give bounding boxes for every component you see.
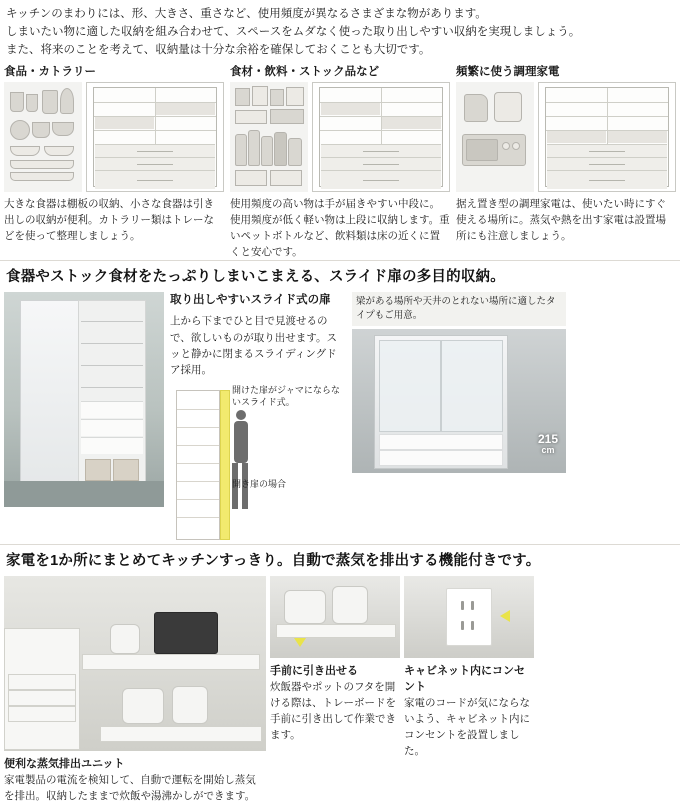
drawer [81,437,143,454]
shelf-line [177,427,219,428]
cabinet-diagram-tableware [86,82,224,192]
shelf-line [177,517,219,518]
tray-icon [10,160,74,169]
lantern-decor [110,624,140,654]
feature-inner-outlet [404,576,534,805]
shelf-content [608,131,667,143]
shelf-line [546,116,668,117]
left-arrow-icon [500,610,510,622]
outlet-slot [471,621,474,630]
pet-bottle-icon [235,170,267,186]
shelf-line [177,445,219,446]
feature-title: 便利な蒸気排出ユニット [4,758,125,771]
can-icon [235,88,250,106]
rice-cooker-appliance [122,688,164,724]
slide-door-body: 上から下までひと目で見渡せるので、欲しいものが取り出せます。スッと静かに閉まるスライディングドア採用。 [170,315,337,377]
shelf-content [547,131,606,143]
cabinet-body [374,335,508,469]
person-head-icon [236,410,246,420]
sliding-door-panel [20,300,82,497]
box-icon [286,87,304,106]
tray-icon [10,172,74,181]
drawer [8,706,76,722]
plate-icon [44,146,74,156]
feature-caption: 炊飯器やポットのフタを開ける際は、トレーボードを手前に引き出して作業できます。 [270,681,396,741]
open-shelf-cabinet [78,300,146,497]
cabinet-outline [93,87,217,187]
drawer [8,690,76,706]
drawer [81,419,143,436]
items-illustration-appliances [456,82,534,192]
tall-cabinet-block [352,292,566,544]
pull-out-tray-photo [270,576,400,658]
cabinet-diagram-appliances [538,82,676,192]
kettle-icon [464,94,488,122]
outlet-slot [471,601,474,610]
tray-icon [235,110,267,124]
feature-caption: 家電のコードが気にならないよう、キャビネット内にコンセントを設置しました。 [404,697,530,757]
drawer [379,450,503,466]
shelf-line [81,365,143,366]
drawer [321,157,441,170]
intro-line-1: キッチンのまわりには、形、大きさ、重さなど、使用頻度が異なるさまざまな物があります。 [6,8,487,20]
floor [4,481,164,507]
bottle-icon [261,136,273,166]
wine-glass-icon [60,88,74,114]
drawer [95,157,215,170]
shelf-line [81,321,143,322]
person-body-icon [234,421,248,463]
bottle-icon [274,132,287,166]
items-illustration-food [230,82,308,192]
basket-icon [270,109,304,124]
feature-title: 手前に引き出せる [270,665,358,678]
appliance-feature-section [0,574,680,809]
drawer [8,674,76,690]
kitchen-cabinet-photo [4,292,164,507]
storage-basket [85,459,111,481]
shelf-line [546,102,668,103]
column-tableware [4,63,224,260]
drawer [547,144,667,157]
column-illustration [230,82,450,192]
hinged-door-note: 開き扉の場合 [232,479,287,490]
box-icon [252,86,268,106]
pet-bottle-icon [270,170,302,186]
drawer [81,401,143,418]
kitchen-board-photo [4,576,266,751]
shelf-line [177,409,219,410]
shelf-content [156,103,215,115]
feature-pull-out-tray [270,576,400,805]
drawer [321,170,441,189]
shelf-line [94,130,216,131]
plate-icon [10,146,40,156]
column-title: 食品・カトラリー [4,66,96,79]
slide-door-note: 開けた扉がジャマにならないスライド式。 [232,385,340,408]
jar-icon [270,89,284,106]
column-caption: 据え置き型の調理家電は、使いたい時にすぐ使える場所に。蒸気や熱を出す家電は設置場所にも注意しましょう。 [456,198,666,242]
pitcher-icon [42,90,58,114]
slide-door-title: 取り出しやすいスライド式の扉 [170,294,331,307]
shelf-content [95,117,154,129]
cabinet-outline [545,87,669,187]
shelf-line [177,481,219,482]
shelf-content [382,117,441,129]
rice-cooker-icon [494,92,522,122]
intro-line-2: しまいたい物に適した収納を組み合わせて、スペースをムダなく使った取り出しやすい収納を実現しましょう。 [6,25,581,38]
height-label [538,433,558,455]
pull-out-tray [100,726,262,742]
outlet-slot [461,621,464,630]
column-caption: 大きな食器は棚板の収納、小さな食器は引き出しの収納が便利。カトラリー類はトレーなどを使って整理しましょう。 [4,198,214,242]
shelf-grid [176,390,220,540]
rice-cooker-appliance [284,590,326,624]
items-illustration-tableware [4,82,82,192]
frosted-glass-door [441,340,503,432]
column-illustration [4,82,224,192]
section-heading-appliance-unit: 家電を1か所にまとめてキッチンすっきり。自動で蒸気を排出する機能付きです。 [0,544,680,574]
bottle-icon [288,138,302,166]
shelf-line [177,463,219,464]
column-title: 食材・飲料・ストック品など [230,66,380,79]
drawer [321,144,441,157]
drawer [379,434,503,450]
down-arrow-icon [294,638,306,647]
drawer [95,144,215,157]
intro-line-3: また、将来のことを考えて、収納量は十分な余裕を確保しておくことも大切です。 [6,43,431,56]
glass-icon [26,94,38,112]
bottle-icon [235,134,247,166]
sliding-door-highlight [220,390,230,540]
section-heading-slide-storage: 食器やストック食材をたっぷりしまいこまえる、スライド扉の多目的収納。 [0,260,680,290]
frosted-glass-door [379,340,441,432]
drawer [547,170,667,189]
drawer [547,157,667,170]
outlet-slot [461,601,464,610]
counter-top [82,654,260,670]
slide-door-section [0,290,680,544]
bottle-icon [248,130,260,166]
shelf-line [320,130,442,131]
glass-icon [10,92,24,112]
tray-board [276,624,396,638]
drawer [95,170,215,189]
intro-text-block [0,0,680,61]
height-unit: cm [541,444,555,455]
cup-icon [32,122,50,138]
feature-caption: 家電製品の電流を検知して、自動で運転を開始し蒸気を排出。収納したままで炊飯や湯沸かしができます。 [4,774,256,803]
column-appliances [456,63,676,260]
ceiling-note: 梁がある場所や天井のとれない場所に適したタイプもご用意。 [352,292,566,326]
tall-cabinet-photo [352,329,566,473]
shelf-line [81,343,143,344]
power-outlet [446,588,492,646]
feature-steam-unit [4,576,266,805]
shelf-content [321,103,380,115]
mug-icon [52,122,74,136]
column-title: 頻繁に使う調理家電 [456,66,560,79]
cabinet-outline [319,87,443,187]
height-value: 215 [537,431,558,446]
shelf-line [177,499,219,500]
inner-outlet-photo [404,576,534,658]
microwave-appliance [154,612,218,654]
column-food-stock [230,63,450,260]
microwave-window-icon [466,139,498,161]
storage-type-columns [0,61,680,260]
electric-pot-appliance [332,586,368,624]
slide-door-text [170,292,346,544]
electric-pot-appliance [172,686,208,724]
column-illustration [456,82,676,192]
bowl-icon [10,120,30,140]
feature-title: キャビネット内にコンセント [404,665,525,694]
column-caption: 使用頻度の高い物は手が届きやすい中段に。使用頻度が低く軽い物は上段に収納します。重いペットボトルなど、飲料類は床の近くに置くと安心です。 [230,198,450,258]
shelf-line [81,387,143,388]
storage-basket [113,459,139,481]
cabinet-diagram-food [312,82,450,192]
